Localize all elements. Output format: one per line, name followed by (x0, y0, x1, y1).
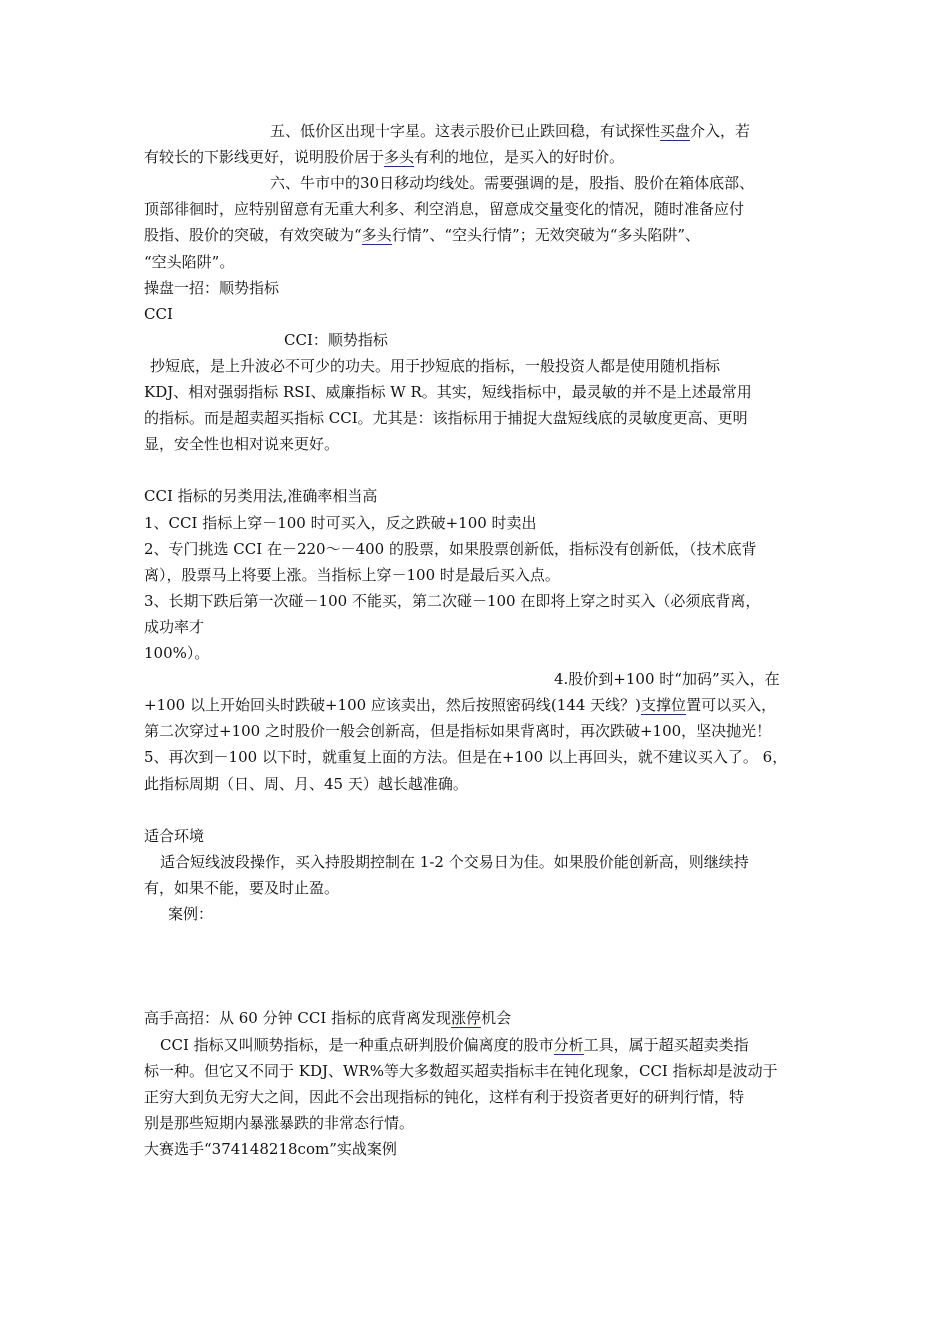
text-line: 100%）。 (144, 644, 210, 662)
hyperlink[interactable]: 支撑位 (641, 696, 687, 715)
text-line: 离），股票马上将要上涨。当指标上穿－100 时是最后买入点。 (144, 565, 560, 584)
text-line: 适合环境 (144, 826, 205, 845)
text-line: 抄短底，是上升波必不可少的功夫。用于抄短底的指标，一般投资人都是使用随机指标 (150, 356, 721, 375)
hyperlink[interactable]: 多头 (384, 148, 415, 167)
text-line: CCI 指标又叫顺势指标，是一种重点研判股价偏离度的股市分析工具，属于超买超卖类指 (160, 1035, 749, 1054)
text-line: 案例： (168, 905, 214, 923)
text-line: 大赛选手“374148218com”实战案例 (144, 1139, 397, 1158)
text-line: 高手高招：从 60 分钟 CCI 指标的底背离发现涨停机会 (144, 1009, 512, 1028)
text-line: 操盘一招：顺势指标 (144, 278, 280, 297)
text-line: 标一种。但它又不同于 KDJ、WR%等大多数超买超卖指标丰在钝化现象，CCI 指标却是波动于 (144, 1061, 778, 1080)
text-line: KDJ、相对强弱指标 RSI、威廉指标 W R。其实，短线指标中，最灵敏的并不是上述最常用 (144, 383, 752, 401)
text-line: CCI：顺势指标 (284, 330, 388, 349)
hyperlink[interactable]: 涨停 (451, 1009, 482, 1028)
text-line: 适合短线波段操作，买入持股期控制在 1-2 个交易日为佳。如果股价能创新高，则继续持 (160, 852, 749, 871)
text-line: 五、低价区出现十字星。这表示股价已止跌回稳，有试探性买盘介入，若 (270, 122, 751, 140)
hyperlink[interactable]: 买盘 (660, 122, 691, 140)
text-line: 1、CCI 指标上穿－100 时可买入，反之跌破+100 时卖出 (144, 513, 537, 532)
hyperlink[interactable]: 多头 (361, 226, 392, 245)
text-line: 的指标。而是超卖超买指标 CCI。尤其是：该指标用于捕捉大盘短线底的灵敏度更高、更明 (144, 409, 748, 428)
text-line: “空头陷阱”。 (144, 252, 235, 271)
text-line: 有，如果不能，要及时止盈。 (144, 878, 340, 897)
text-line: +100 以上开始回头时跌破+100 应该卖出，然后按照密码线(144 天线？)支撑位置可以买入， (144, 696, 777, 715)
text-line: 顶部徘徊时，应特别留意有无重大利多、利空消息，留意成交量变化的情况，随时准备应付 (144, 200, 745, 219)
text-line: 此指标周期（日、周、月、45 天）越长越准确。 (144, 774, 468, 793)
text-line: 六、牛市中的30日移动均线处。需要强调的是，股指、股价在箱体底部、 (270, 174, 755, 193)
text-line: CCI (144, 304, 173, 323)
text-line: 成功率才 (144, 617, 205, 636)
text-line: 2、专门挑选 CCI 在－220～－400 的股票，如果股票创新低，指标没有创新低，（技术底背 (144, 539, 757, 558)
text-line: 3、长期下跌后第一次碰－100 不能买，第二次碰－100 在即将上穿之时买入（必须底背离， (144, 591, 761, 610)
text-line: 4.股价到+100 时“加码”买入，在 (554, 670, 780, 689)
text-line: 别是那些短期内暴涨暴跌的非常态行情。 (144, 1113, 415, 1132)
text-line: 5、再次到－100 以下时，就重复上面的方法。但是在+100 以上再回头，就不建议买入了。 6， (144, 748, 788, 767)
text-line: 正穷大到负无穷大之间，因此不会出现指标的钝化，这样有利于投资者更好的研判行情，特 (144, 1087, 745, 1106)
text-line: 股指、股价的突破，有效突破为“多头行情”、“空头行情”；无效突破为“多头陷阱”、 (144, 226, 701, 245)
text-line: 有较长的下影线更好，说明股价居于多头有利的地位，是买入的好时价。 (144, 148, 625, 167)
hyperlink[interactable]: 分析 (553, 1035, 584, 1054)
text-line: 第二次穿过+100 之时股价一般会创新高，但是指标如果背离时，再次跌破+100，坚决抛光！ (144, 722, 772, 741)
text-line: CCI 指标的另类用法,准确率相当高 (144, 487, 378, 506)
text-line: 显，安全性也相对说来更好。 (144, 435, 340, 454)
